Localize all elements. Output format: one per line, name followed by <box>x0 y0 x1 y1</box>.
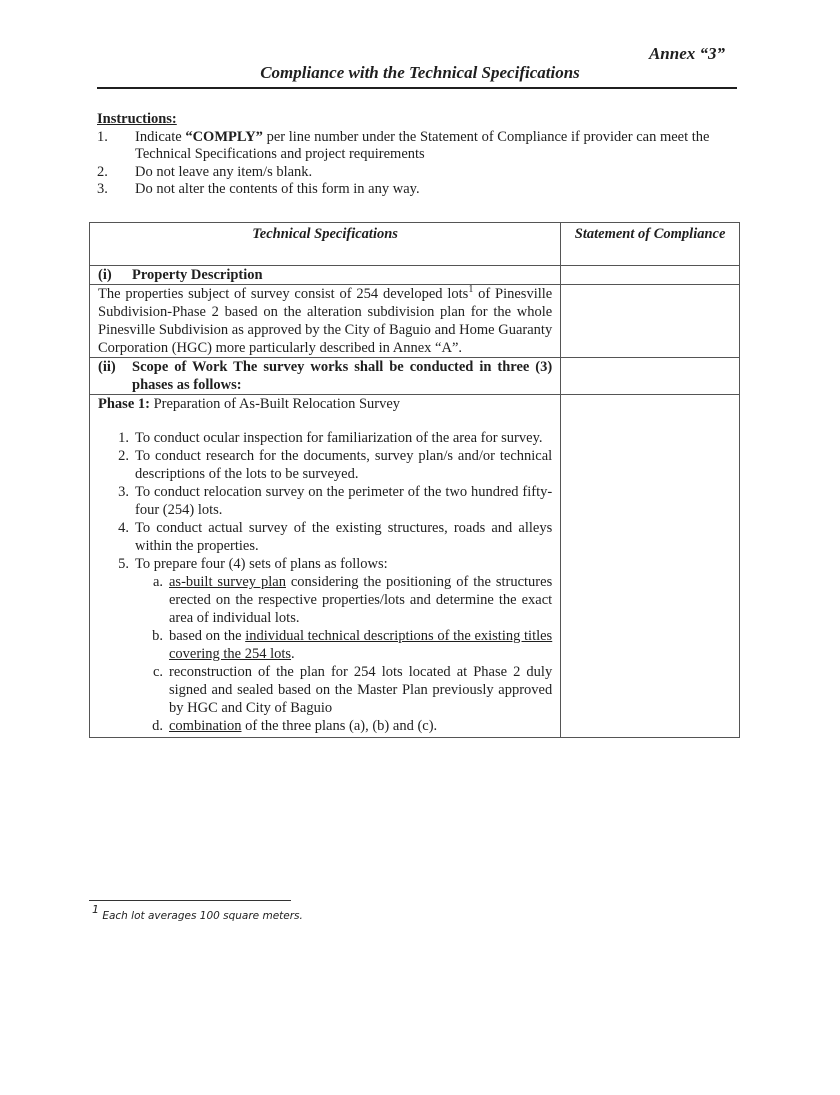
footnote-text: Each lot averages 100 square meters. <box>99 910 303 922</box>
compliance-cell[interactable] <box>561 358 740 395</box>
underlined-term: combination <box>169 718 242 734</box>
instruction-number: 1. <box>97 128 108 145</box>
list-item-text: To conduct ocular inspection for familiarization of the area for survey. <box>135 430 543 446</box>
sub-item-a <box>135 573 552 627</box>
table-row <box>90 358 740 395</box>
list-item <box>98 447 552 483</box>
sub-item-text <box>169 573 552 627</box>
section-label: (i) <box>98 267 112 283</box>
compliance-cell[interactable] <box>561 395 740 738</box>
sub-item-text <box>169 717 552 735</box>
list-item <box>98 483 552 519</box>
sub-item-d <box>135 717 552 735</box>
table-row <box>90 266 740 285</box>
footnote <box>92 902 303 922</box>
compliance-cell[interactable] <box>561 285 740 358</box>
property-text-b: of Pinesville Subdivision-Phase 2 based on the alteration subdivision plan for the whole Pinesville Subdivision as approved by the City of Baguio and Home Guaranty Corporation (HGC) more particularly described in Annex “A”. <box>98 286 553 356</box>
instruction-text-pre: Indicate <box>135 128 186 145</box>
phase1-label: Phase 1: <box>98 396 150 412</box>
page-title: Compliance with the Technical Specifications <box>260 63 580 82</box>
phase1-cell <box>90 395 561 738</box>
table-header-row <box>90 223 740 266</box>
sub-item-text <box>169 627 552 663</box>
instructions-heading: Instructions: <box>97 111 177 127</box>
list-item-text: To conduct actual survey of the existing structures, roads and alleys within the properties. <box>135 520 553 554</box>
comply-keyword: “COMPLY” <box>185 128 263 145</box>
footnote-reference: 1 <box>468 284 474 296</box>
section-title: Scope of Work The survey works shall be conducted in three (3) phases as follows: <box>132 359 553 393</box>
instruction-text <box>135 129 737 164</box>
section-property-description <box>90 266 561 285</box>
list-item-number: 1. <box>118 430 129 446</box>
sub-item-label: b. <box>152 628 163 644</box>
list-item <box>98 429 552 447</box>
plans-intro-text: To prepare four (4) sets of plans as follows: <box>135 556 388 572</box>
list-item <box>98 519 552 555</box>
instructions-block <box>97 111 737 199</box>
instruction-text-post: per line number under the Statement of Compliance if provider can meet the Technical Specifications and project requirements <box>135 128 710 162</box>
instructions-list <box>97 129 737 199</box>
sub-item-post: . <box>291 646 295 662</box>
sub-item-rest: of the three plans (a), (b) and (c). <box>241 718 438 734</box>
instruction-text: Do not leave any item/s blank. <box>135 163 313 180</box>
section-scope-of-work <box>90 358 561 395</box>
instruction-text: Do not alter the contents of this form in any way. <box>135 181 420 197</box>
list-item <box>98 555 552 735</box>
annex-label: Annex “3” <box>648 44 725 63</box>
sub-item-label: a. <box>152 574 163 590</box>
footnote-separator <box>89 900 291 901</box>
footnote-marker: 1 <box>92 902 99 916</box>
statement-of-compliance-header: Statement of Compliance <box>561 223 740 266</box>
underlined-term: individual technical descriptions of the existing titles covering the 254 lots <box>169 628 553 662</box>
property-description-text <box>90 285 561 358</box>
instruction-item <box>97 181 737 199</box>
table-row <box>90 395 740 738</box>
sub-item-label: d. <box>152 718 163 734</box>
property-text-a: The properties subject of survey consist of 254 developed lots <box>98 286 469 302</box>
sub-item-c <box>135 663 552 717</box>
instruction-number: 3. <box>97 181 108 197</box>
list-item-number: 2. <box>118 448 129 464</box>
sub-item-rest: considering the positioning of the structures erected on the respective properties/lots and determine the exact area of individual lots. <box>169 574 553 626</box>
compliance-table <box>89 222 740 738</box>
section-title: Property Description <box>132 267 263 283</box>
list-item-text: To conduct relocation survey on the perimeter of the two hundred fifty-four (254) lots. <box>135 484 553 518</box>
technical-specifications-header: Technical Specifications <box>90 223 561 266</box>
list-item-text: To conduct research for the documents, survey plan/s and/or technical descriptions of the lots to be surveyed. <box>135 448 553 482</box>
list-item-text <box>135 555 552 735</box>
underlined-term: as-built survey plan <box>169 574 286 590</box>
sub-item-pre: based on the <box>169 628 246 644</box>
compliance-cell[interactable] <box>561 266 740 285</box>
phase1-heading <box>98 395 552 413</box>
plans-sublist <box>135 573 552 735</box>
list-item-number: 5. <box>118 556 129 572</box>
phase1-list <box>98 429 552 735</box>
sub-item-label: c. <box>152 664 163 680</box>
phase1-title: Preparation of As-Built Relocation Survey <box>149 396 401 412</box>
sub-item-b <box>135 627 552 663</box>
list-item-number: 4. <box>118 520 129 536</box>
sub-item-text: reconstruction of the plan for 254 lots located at Phase 2 duly signed and sealed based on the Master Plan previously approved by HGC and City of Baguio <box>169 664 553 716</box>
section-label: (ii) <box>98 359 116 375</box>
title-underline <box>97 87 737 89</box>
table-row <box>90 285 740 358</box>
instruction-number: 2. <box>97 163 108 180</box>
instruction-item <box>97 129 737 164</box>
list-item-number: 3. <box>118 484 129 500</box>
instruction-item <box>97 164 737 182</box>
